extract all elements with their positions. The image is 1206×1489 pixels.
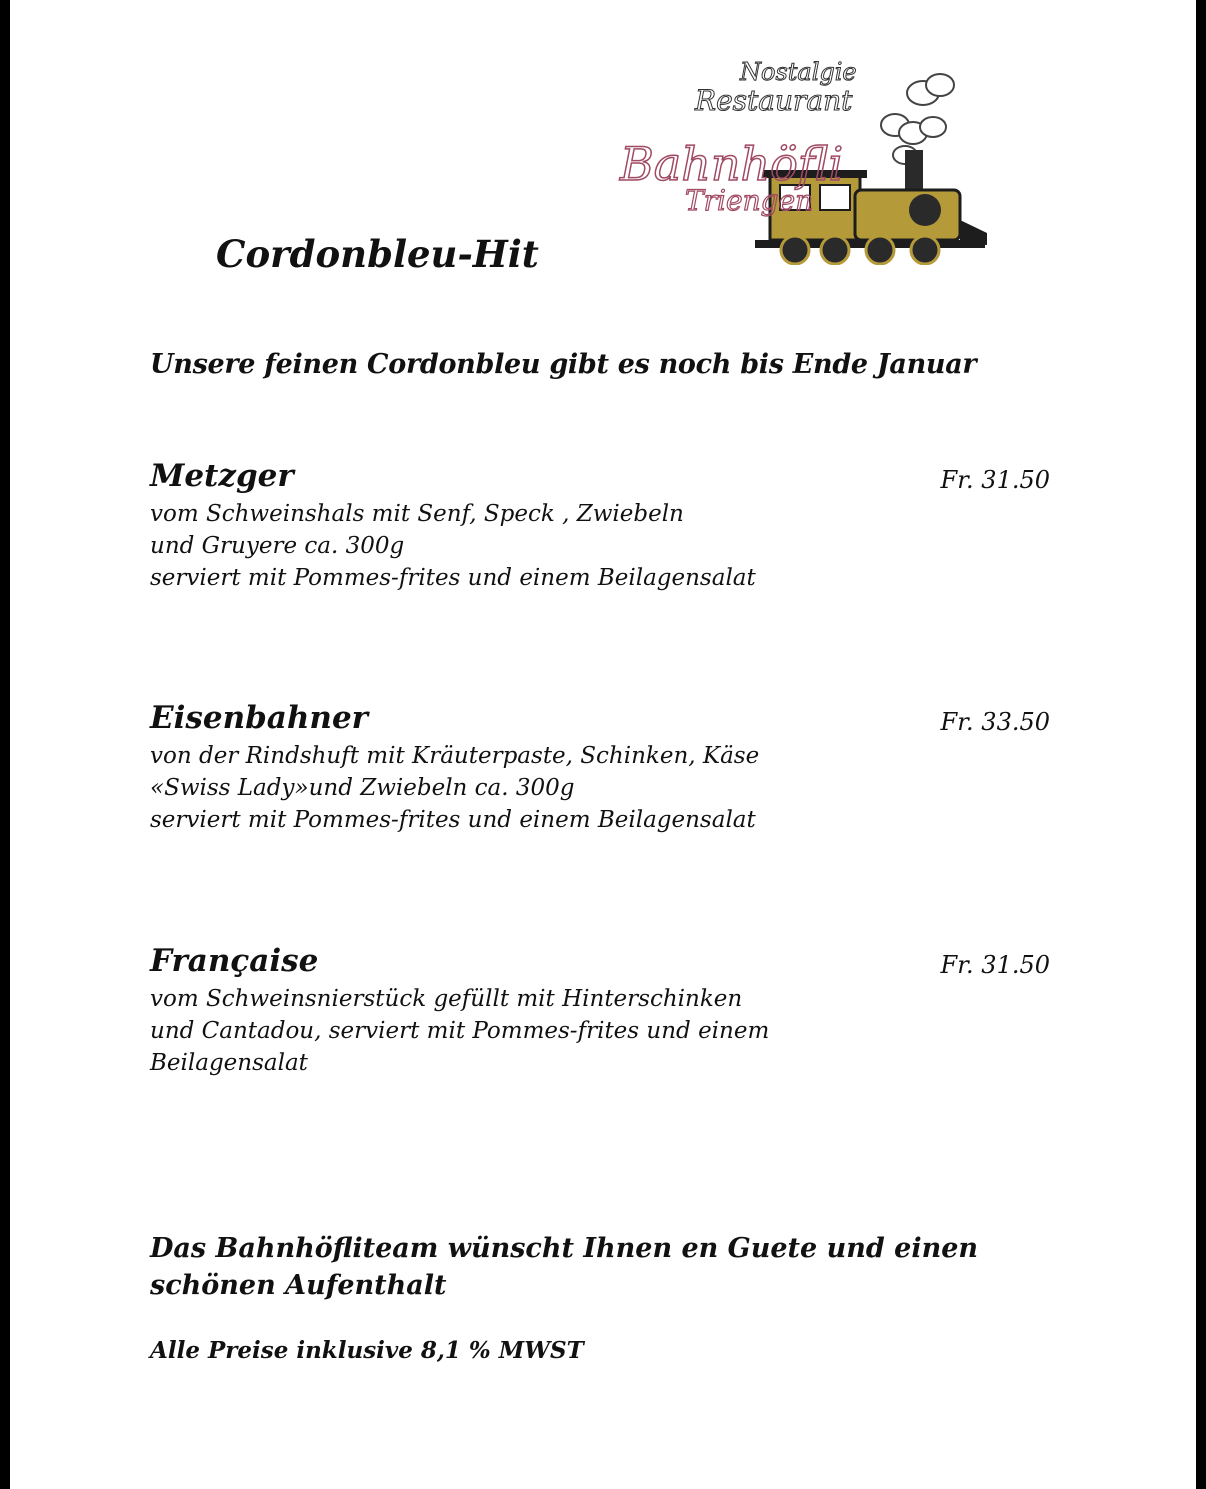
logo-text-triengen: Triengen [685,184,814,217]
closing-message [150,1230,1050,1304]
menu-item [150,458,1050,594]
item-description [150,498,1050,594]
item-desc-line: und Gruyere ca. 300g [150,533,405,559]
logo-text-restaurant: Restaurant [695,84,853,117]
logo-text-bahnhoefli: Bahnhöfli [620,137,844,191]
menu-item [150,943,1050,1079]
restaurant-logo [595,45,1035,265]
item-desc-line: und Cantadou, serviert mit Pommes-frites und einem [150,1018,770,1044]
item-desc-line: «Swiss Lady»und Zwiebeln ca. 300g [150,775,575,801]
closing-line: Das Bahnhöfliteam wünscht Ihnen en Guete und einen [150,1233,979,1264]
item-description [150,983,1050,1079]
menu-page [10,0,1196,1489]
item-desc-line: von der Rindshuft mit Kräuterpaste, Schinken, Käse [150,743,760,769]
item-desc-line: vom Schweinshals mit Senf, Speck , Zwiebeln [150,501,684,527]
item-desc-line: vom Schweinsnierstück gefüllt mit Hinterschinken [150,986,743,1012]
item-desc-line: serviert mit Pommes-frites und einem Beilagensalat [150,565,756,591]
logo-text-nostalgie: Nostalgie [740,58,857,86]
item-description [150,740,1050,836]
item-price: Fr. 31.50 [940,951,1050,979]
item-name: Française [150,943,319,979]
item-name: Metzger [150,458,294,494]
menu-item [150,700,1050,836]
item-price: Fr. 33.50 [940,708,1050,736]
vat-note: Alle Preise inklusive 8,1 % MWST [150,1337,584,1364]
item-desc-line: Beilagensalat [150,1050,308,1076]
item-price: Fr. 31.50 [940,466,1050,494]
closing-line: schönen Aufenthalt [150,1270,447,1301]
item-name: Eisenbahner [150,700,369,736]
item-desc-line: serviert mit Pommes-frites und einem Beilagensalat [150,807,756,833]
page-title: Cordonbleu-Hit [216,232,539,276]
page-subtitle: Unsere feinen Cordonbleu gibt es noch bis Ende Januar [150,349,977,380]
